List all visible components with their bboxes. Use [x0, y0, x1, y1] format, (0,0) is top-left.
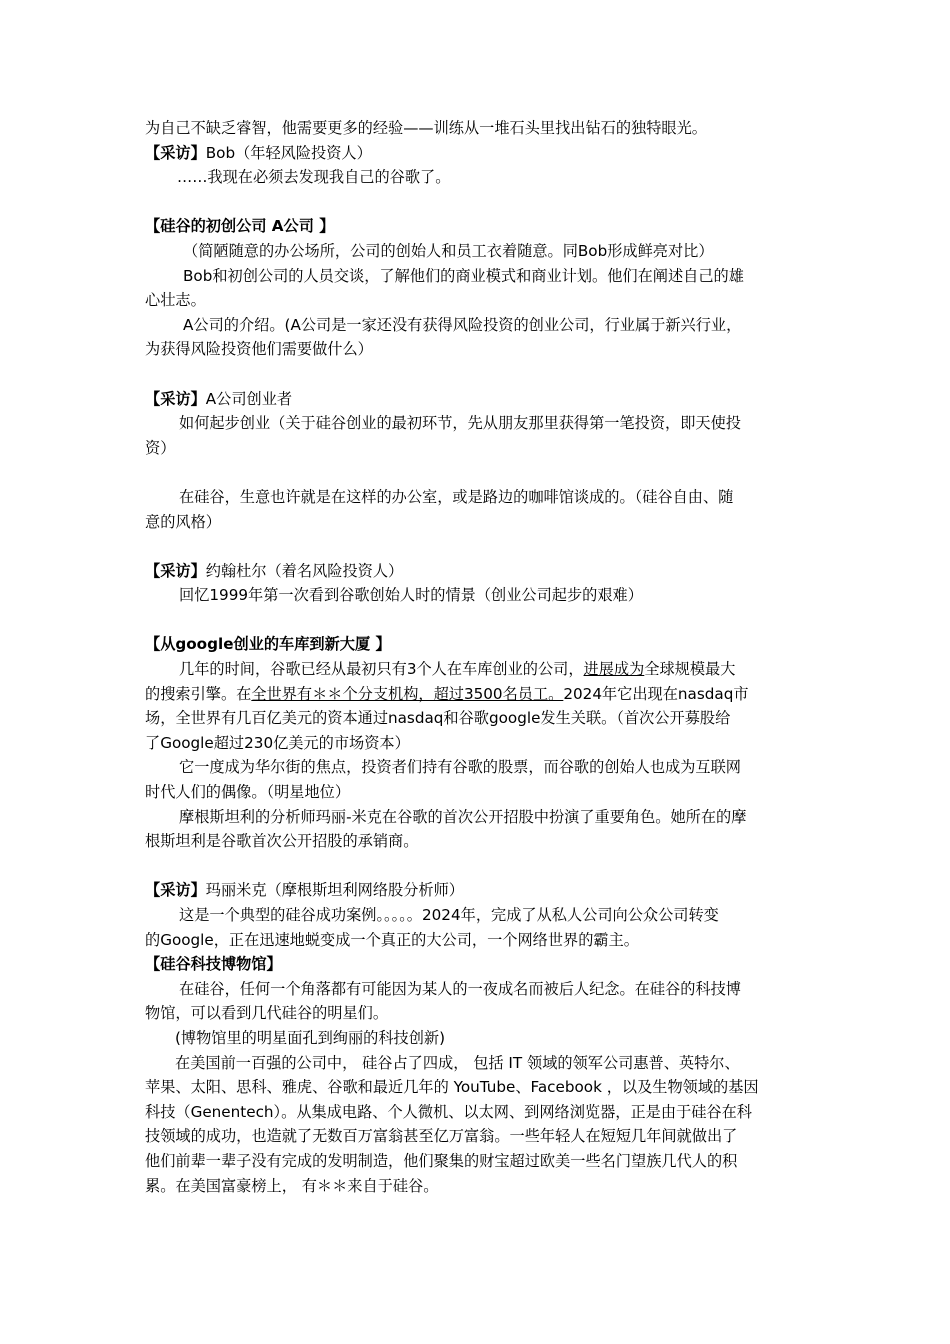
underlined-text: 进展成为 [583, 660, 645, 679]
interview-tag: 【采访】 [145, 881, 206, 900]
paragraph-line: ……我现在必须去发现我自己的谷歌了。 [177, 168, 451, 187]
paragraph-line: 资） [145, 438, 176, 457]
paragraph-line: 为自己不缺乏睿智，他需要更多的经验——训练从一堆石头里找出钻石的独特眼光。 [145, 119, 707, 137]
paragraph-line: 在硅谷，任何一个角落都有可能因为某人的一夜成名而被后人纪念。在硅谷的科技博 [179, 979, 741, 998]
paragraph-line: 心壮志。 [145, 291, 206, 310]
paragraph-line [145, 657, 815, 682]
interview-subject: A公司创业者 [205, 389, 293, 408]
blank-line [145, 190, 815, 215]
paragraph-line: 根斯坦利是谷歌首次公开招股的承销商。 [145, 832, 419, 851]
paragraph-line: 在硅谷，生意也许就是在这样的办公室，或是路边的咖啡馆谈成的。（硅谷自由、随 [179, 487, 734, 506]
interview-subject: 玛丽米克（摩根斯坦利网络股分析师） [205, 881, 464, 900]
paragraph-line: 物馆，可以看到几代硅谷的明星们。 [145, 1004, 388, 1023]
interview-subject: Bob（年轻风险投资人） [205, 143, 372, 162]
text-run: 几年的时间，谷歌已经从最初只有3个人在车库创业的公司， [179, 660, 584, 679]
blank-line [145, 362, 815, 387]
paragraph-line: 苹果、太阳、思科、雅虎、谷歌和最近几年的 YouTube、Facebook ，以及生物领域的基因 [145, 1078, 759, 1097]
blank-line [145, 534, 815, 559]
paragraph-line: 他们前辈一辈子没有完成的发明制造，他们聚集的财宝超过欧美一些名门望族几代人的积 [145, 1151, 738, 1170]
document-page [145, 116, 815, 1198]
paragraph-line: 为获得风险投资他们需要做什么） [145, 340, 373, 359]
underlined-text: 全世界有＊＊个分支机构，超过3500名员工。 [251, 684, 564, 703]
text-run: 的搜索引擎。在 [145, 684, 252, 703]
paragraph-line: 它一度成为华尔街的焦点，投资者们持有谷歌的股票，而谷歌的创始人也成为互联网 [179, 758, 741, 777]
paragraph-line: 场，全世界有几百亿美元的资本通过nasdaq和谷歌google发生关联。（首次公开募股给 [145, 709, 731, 728]
interview-tag: 【采访】 [145, 143, 206, 162]
interview-subject: 约翰杜尔（着名风险投资人） [205, 561, 404, 580]
paragraph-line: 科技（Genentech）。从集成电路、个人微机、以太网、到网络浏览器，正是由于硅谷在科 [145, 1102, 752, 1121]
blank-line [145, 854, 815, 879]
text-run: 2024年它出现在nasdaq市 [563, 684, 749, 703]
paragraph-line: (博物馆里的明星面孔到绚丽的科技创新) [175, 1028, 446, 1047]
paragraph-line: Bob和初创公司的人员交谈，了解他们的商业模式和商业计划。他们在阐述自己的雄 [183, 266, 744, 285]
interview-line [145, 141, 815, 166]
interview-tag: 【采访】 [145, 389, 206, 408]
paragraph-line [145, 682, 815, 707]
paragraph-line: （简陋随意的办公场所，公司的创始人和员工衣着随意。同Bob形成鲜亮对比） [183, 241, 714, 260]
text-run: 全球规模最大 [644, 660, 736, 679]
paragraph-line: 时代人们的偶像。（明星地位） [145, 783, 351, 802]
blank-line [145, 608, 815, 633]
interview-tag: 【采访】 [145, 561, 206, 580]
paragraph-line: 如何起步创业（关于硅谷创业的最初环节，先从朋友那里获得第一笔投资，即天使投 [179, 414, 741, 433]
paragraph-line: 的Google，正在迅速地蜕变成一个真正的大公司，一个网络世界的霸主。 [145, 930, 639, 949]
paragraph-line: 技领域的成功，也造就了无数百万富翁甚至亿万富翁。一些年轻人在短短几年间就做出了 [145, 1127, 738, 1146]
section-heading: 【硅谷的初创公司 A公司 】 [145, 217, 335, 236]
section-heading: 【硅谷科技博物馆】 [145, 955, 282, 974]
paragraph-line: 回忆1999年第一次看到谷歌创始人时的情景（创业公司起步的艰难） [179, 586, 643, 605]
interview-line [145, 387, 815, 412]
paragraph-line: 意的风格） [145, 512, 221, 531]
interview-line [145, 559, 815, 584]
paragraph-line: 了Google超过230亿美元的市场资本） [145, 733, 410, 752]
paragraph-line: 在美国前一百强的公司中， 硅谷占了四成， 包括 IT 领域的领军公司惠普、英特尔、 [175, 1053, 740, 1072]
blank-line [145, 460, 815, 485]
interview-line [145, 878, 815, 903]
paragraph-line: A公司的介绍。(A公司是一家还没有获得风险投资的创业公司，行业属于新兴行业， [183, 315, 742, 334]
paragraph-line: 这是一个典型的硅谷成功案例。。。。。2024年，完成了从私人公司向公众公司转变 [179, 906, 719, 924]
paragraph-line: 累。在美国富豪榜上， 有＊＊来自于硅谷。 [145, 1176, 439, 1195]
paragraph-line: 摩根斯坦利的分析师玛丽-米克在谷歌的首次公开招股中扮演了重要角色。她所在的摩 [179, 807, 747, 826]
section-heading: 【从google创业的车库到新大厦 】 [145, 635, 391, 654]
